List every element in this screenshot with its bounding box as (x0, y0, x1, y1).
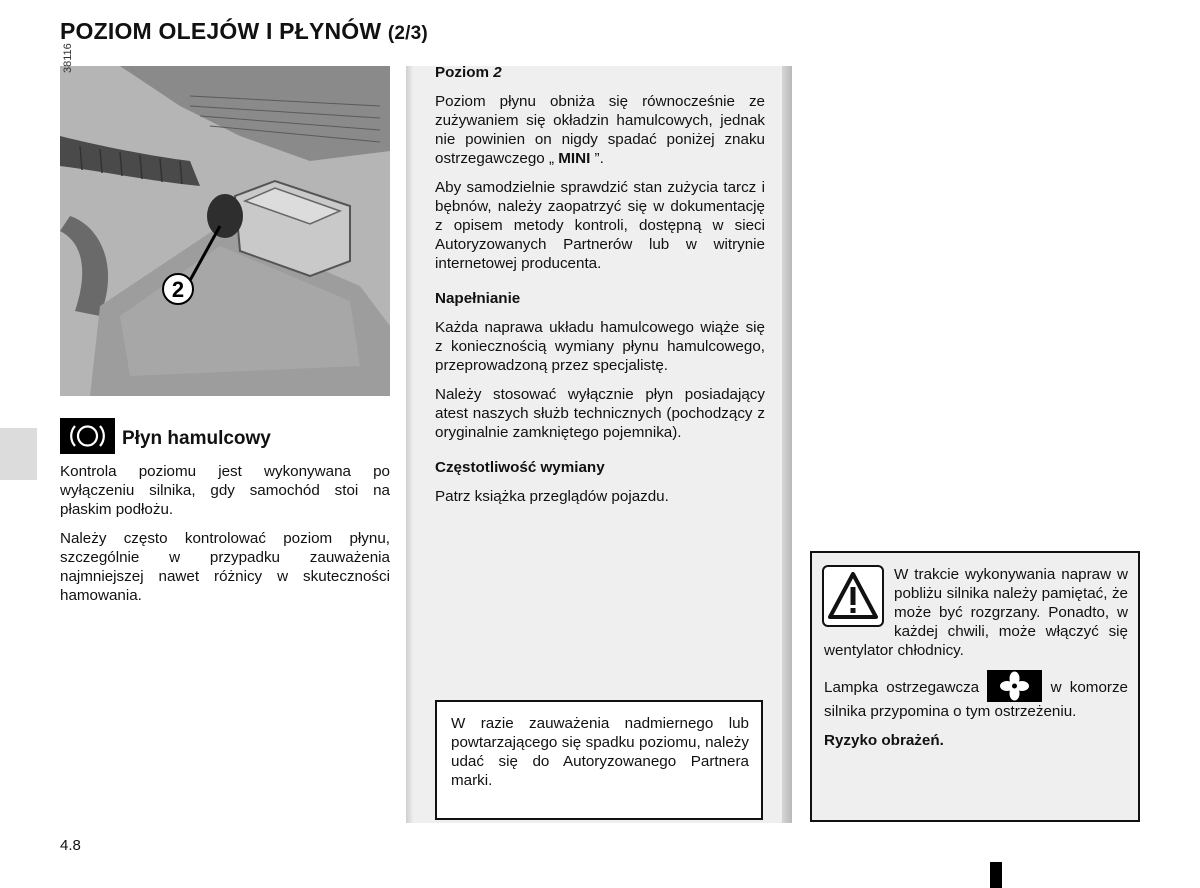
fill-paragraph-1: Każda naprawa układu hamulcowego wiąże się z koniecznością wymiany płynu hamulcowego, przeprowadzoną przez specjalistę. (435, 319, 765, 374)
mini-mark: MINI (558, 150, 591, 167)
notice-text: W razie zauważenia nadmiernego lub powtarzającego się spadku poziomu, należy udać się do Autoryzowanego Partnera marki. (451, 715, 749, 789)
title-text: POZIOM OLEJÓW I PŁYNÓW (60, 18, 382, 44)
warning-lamp-text: Lampka ostrzegawcza (824, 679, 988, 696)
level-heading (435, 63, 765, 82)
fan-icon (987, 670, 1042, 702)
warning-box (810, 551, 1140, 822)
middle-column-edge-left (406, 66, 413, 823)
level-text: Poziom płynu obniża się równocześnie ze zużywaniem się okładzin hamulcowych, jednak nie powinien on nigdy spadać poniżej znaku ostrzegawczego „ (435, 93, 765, 167)
warning-paragraph-2 (824, 670, 1128, 721)
brake-fluid-heading: Płyn hamulcowy (122, 428, 271, 449)
photo-code: 38116 (62, 43, 74, 73)
check-paragraph: Aby samodzielnie sprawdzić stan zużycia tarcz i bębnów, należy zaopatrzyć się w dokumentację z opisem metody kontroli, dostępną w sieci Autoryzowanych Partnerów lub w witrynie internetowej producenta. (435, 179, 765, 272)
engine-bay-illustration (60, 66, 390, 396)
level-text-end: ”. (590, 150, 604, 167)
brake-warning-icon (60, 418, 115, 454)
notice-box (435, 700, 763, 820)
engine-bay-photo (60, 66, 390, 396)
callout-number: 2 (171, 277, 185, 302)
frequency-paragraph: Patrz książka przeglądów pojazdu. (435, 488, 669, 505)
level-heading-number: 2 (493, 64, 502, 81)
section-tab (0, 428, 37, 480)
level-paragraph (435, 92, 765, 168)
title-part: (2/3) (387, 23, 428, 44)
warning-triangle-icon (822, 565, 890, 633)
frequency-heading: Częstotliwość wymiany (435, 459, 605, 476)
middle-column (435, 63, 765, 516)
warning-lamp-text-end: w komorze silnika przypomina o tym ostrzeżeniu. (824, 679, 1128, 720)
warning-text (824, 565, 1128, 760)
warning-risk: Ryzyko obrażeń. (824, 732, 944, 749)
page-number: 4.8 (60, 837, 81, 854)
level-heading-text: Poziom (435, 64, 494, 81)
middle-column-edge-right (782, 66, 792, 823)
fill-heading: Napełnianie (435, 290, 521, 307)
left-paragraph-1: Kontrola poziomu jest wykonywana po wyłączeniu silnika, gdy samochód stoi na płaskim podłożu. (60, 463, 390, 518)
page-title (60, 18, 428, 45)
left-column (60, 462, 390, 615)
left-paragraph-2: Należy często kontrolować poziom płynu, szczególnie w przypadku zauważenia najmniejszej nawet różnicy w skuteczności hamowania. (60, 530, 390, 604)
warning-paragraph-1: W trakcie wykonywania napraw w pobliżu silnika należy pamiętać, że może być rozgrzany. Ponadto, w każdej chwili, może włączyć się wentylator chłodnicy. (824, 566, 1128, 659)
page-edge-mark (990, 862, 1002, 888)
fill-paragraph-2: Należy stosować wyłącznie płyn posiadający atest naszych służb technicznych (pochodzący z oryginalnie zamkniętego pojemnika). (435, 386, 765, 441)
